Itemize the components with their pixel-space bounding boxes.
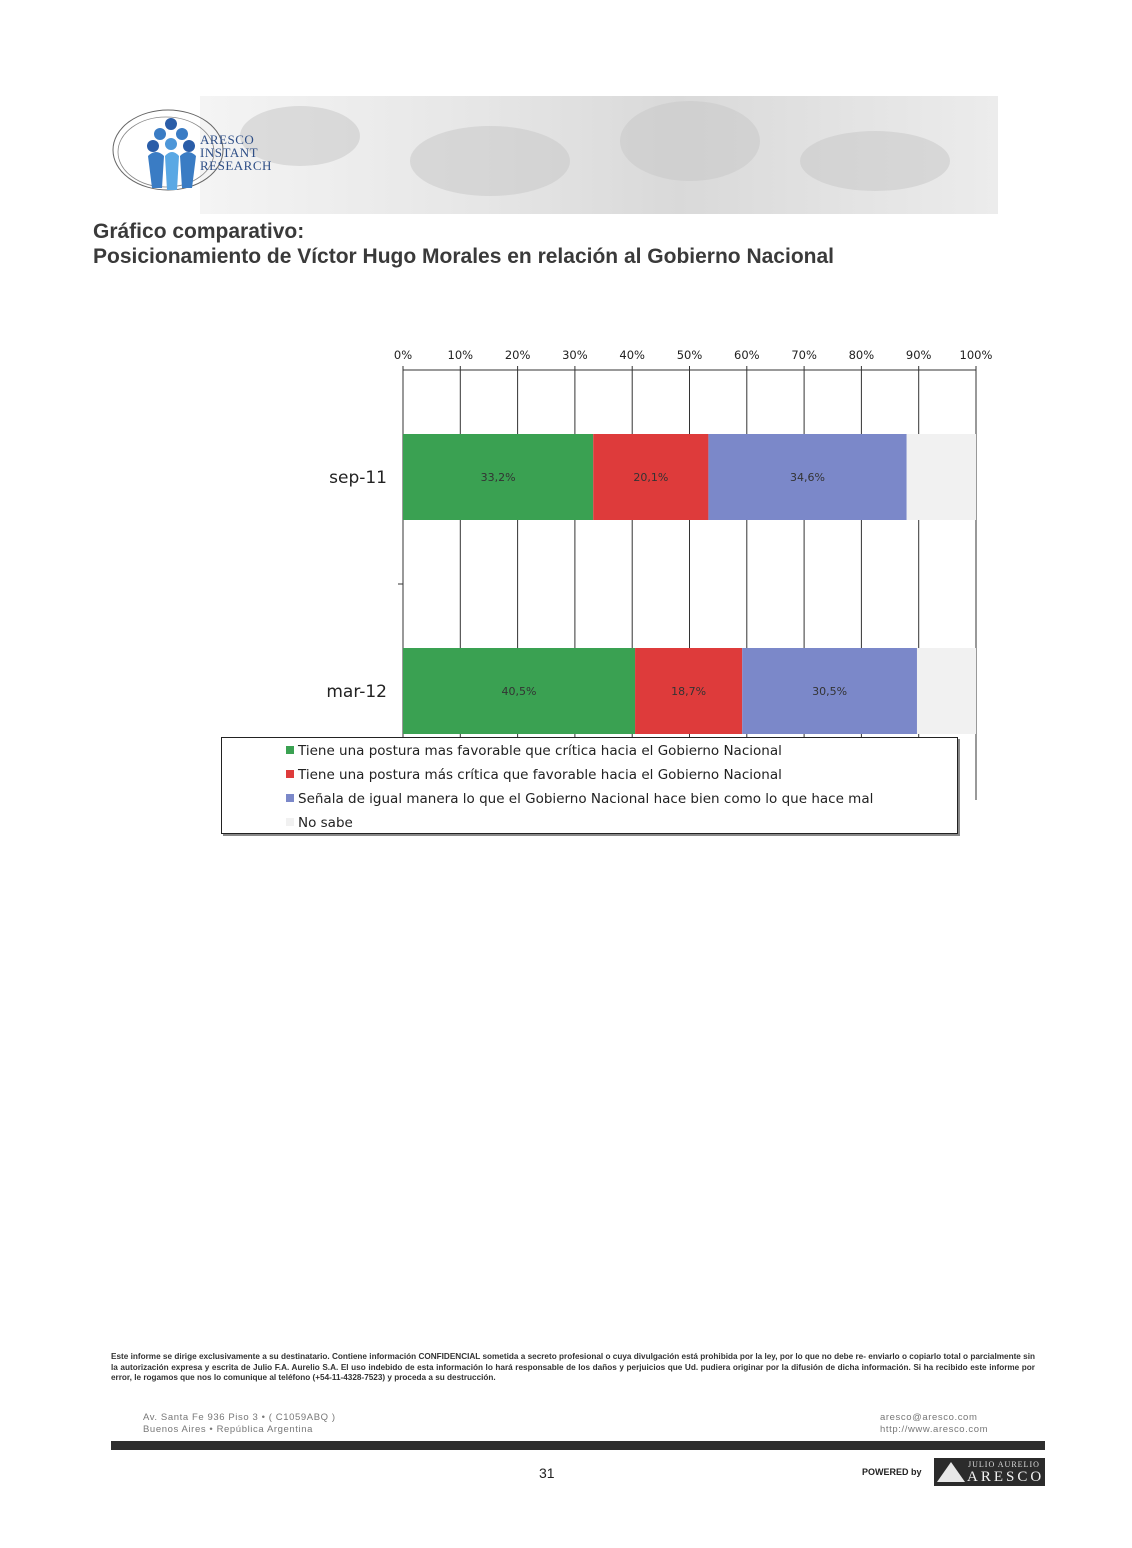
legend-label: Tiene una postura mas favorable que crítica hacia el Gobierno Nacional (298, 743, 782, 759)
x-tick-label: 90% (905, 348, 932, 362)
legend-label: Tiene una postura más crítica que favorable hacia el Gobierno Nacional (298, 767, 782, 783)
legend-swatch (286, 818, 294, 826)
footer-divider (111, 1441, 1045, 1450)
legend-label: Señala de igual manera lo que el Gobierno Nacional hace bien como lo que hace mal (298, 791, 874, 807)
category-label: sep-11 (329, 468, 387, 488)
data-label: 18,7% (671, 685, 707, 698)
address-line-2: Buenos Aires • República Argentina (143, 1424, 314, 1435)
bar-segment (917, 648, 976, 734)
confidentiality-disclaimer: Este informe se dirige exclusivamente a su destinatario. Contiene información CONFIDENCIAL sometida a secreto profesional o cuya divulgación está prohibida por la ley, por lo que no debe re- enviarlo o copiarlo total o parcialmente sin la autorización expresa y escrita de Julio F.A. Aurelio S.A. El uso indebido de esta información lo hará responsable de los daños y perjuicios que Ud. pudiera originar por la difusión de dicha información. Si ha recibido este informe por error, le rogamos que nos lo comunique al teléfono (+54-11-4328-7523) y proceda a su destrucción. (111, 1352, 1035, 1382)
legend-item (286, 741, 782, 761)
category-label: mar-12 (326, 682, 387, 702)
x-tick-label: 30% (562, 348, 588, 362)
data-label: 30,5% (812, 685, 848, 698)
legend-item (286, 813, 353, 833)
contact-website[interactable]: http://www.aresco.com (880, 1424, 989, 1435)
logo-line-3: RESEARCH (200, 158, 272, 173)
x-tick-label: 20% (504, 348, 531, 362)
legend-swatch (286, 794, 294, 802)
x-tick-label: 10% (447, 348, 474, 362)
aresco-brand-logo (934, 1458, 1045, 1486)
brand-subtitle: JULIO AURELIO (968, 1460, 1040, 1469)
x-tick-label: 80% (848, 348, 875, 362)
postal-address (143, 1412, 336, 1436)
address-line-1: Av. Santa Fe 936 Piso 3 • ( C1059ABQ ) (143, 1412, 336, 1423)
legend-swatch (286, 770, 294, 778)
logo-line-1: ARESCO (200, 132, 255, 147)
x-tick-label: 0% (393, 348, 413, 362)
data-label: 33,2% (480, 471, 516, 484)
x-tick-label: 50% (676, 348, 703, 362)
x-tick-label: 60% (734, 348, 760, 362)
x-tick-label: 100% (959, 348, 993, 362)
data-label: 40,5% (501, 685, 537, 698)
legend-swatch (286, 746, 294, 754)
page-number: 31 (539, 1465, 555, 1481)
legend-label: No sabe (298, 815, 353, 831)
legend-item (286, 789, 873, 809)
data-label: 34,6% (790, 471, 826, 484)
chart-legend (221, 737, 958, 834)
legend-item (286, 765, 782, 785)
contact-info (880, 1412, 988, 1436)
title-line-2: Posicionamiento de Víctor Hugo Morales en relación al Gobierno Nacional (93, 245, 834, 268)
bar-segment (907, 434, 976, 520)
x-tick-label: 70% (791, 348, 817, 362)
brand-name: ARESCO (967, 1469, 1045, 1485)
contact-email[interactable]: aresco@aresco.com (880, 1412, 978, 1423)
powered-by-label: POWERED by (862, 1467, 922, 1477)
brand-triangle-icon (937, 1462, 965, 1482)
data-label: 20,1% (633, 471, 669, 484)
x-tick-label: 40% (619, 348, 645, 362)
title-line-1: Gráfico comparativo: (93, 220, 305, 243)
logo-line-2: INSTANT (200, 145, 259, 160)
